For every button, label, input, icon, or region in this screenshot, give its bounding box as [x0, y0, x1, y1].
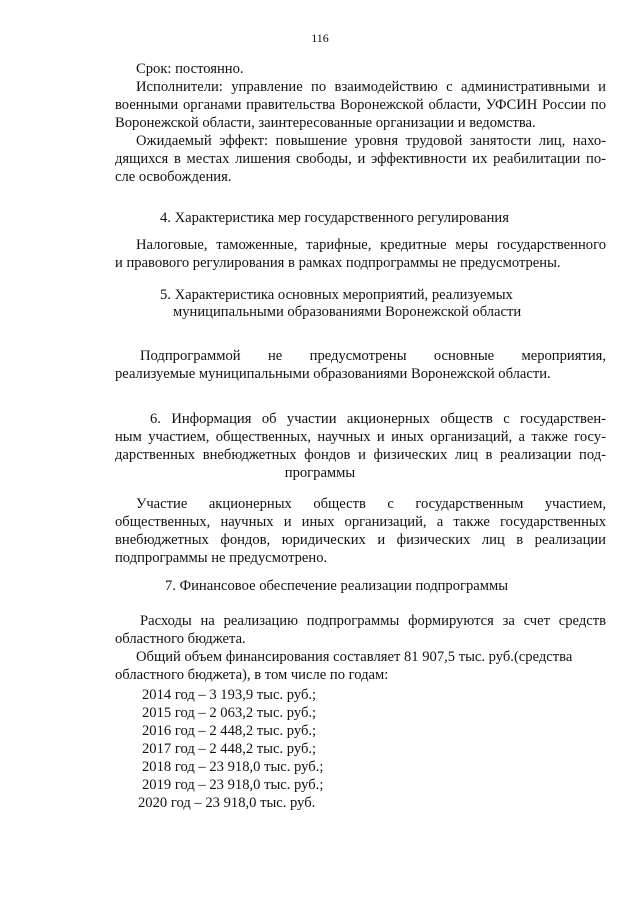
- section-5-body-line-2: реализуемые муниципальными образованиями Воронежской области.: [115, 366, 551, 382]
- page-number: 116: [311, 31, 329, 45]
- section-6-heading-line-4: программы: [284, 465, 356, 481]
- section-4-heading: 4. Характеристика мер государственного регулирования: [160, 210, 509, 226]
- section-5-heading-line-1: 5. Характеристика основных мероприятий, реализуемых: [160, 287, 513, 303]
- section-7-para2-line-2: областного бюджета), в том числе по годам:: [115, 667, 389, 683]
- funding-year-2019: 2019 год – 23 918,0 тыс. руб.;: [142, 777, 324, 793]
- performers-line-2: военными органами правительства Воронежской области, УФСИН России по: [115, 97, 606, 113]
- section-7-para2-line-1: Общий объем финансирования составляет 81 907,5 тыс. руб.(средства: [136, 649, 573, 665]
- effect-line-3: сле освобождения.: [115, 169, 232, 185]
- section-4-body-line-2: и правового регулирования в рамках подпрограммы не предусмотрены.: [115, 255, 561, 271]
- section-6-body-line-2: общественных, научных и иных организаций, а также государственных: [115, 514, 606, 530]
- section-4-body-line-1: Налоговые, таможенные, тарифные, кредитные меры государственного: [136, 237, 606, 253]
- funding-year-2018: 2018 год – 23 918,0 тыс. руб.;: [142, 759, 324, 775]
- funding-year-2015: 2015 год – 2 063,2 тыс. руб.;: [142, 705, 317, 721]
- performers-line-3: Воронежской области, заинтересованные организации и ведомства.: [115, 115, 536, 131]
- section-7-para1-line-2: областного бюджета.: [115, 631, 246, 647]
- section-6-heading-line-2: ным участием, общественных, научных и иных организаций, а также госу-: [115, 429, 606, 445]
- section-5-body-line-1: Подпрограммой не предусмотрены основные мероприятия,: [140, 348, 606, 364]
- effect-line-2: дящихся в местах лишения свободы, и эффективности их реабилитации по-: [115, 151, 606, 167]
- funding-year-2020: 2020 год – 23 918,0 тыс. руб.: [138, 795, 316, 811]
- performers-line-1: Исполнители: управление по взаимодействию с административными и: [136, 79, 606, 95]
- section-7-para1-line-1: Расходы на реализацию подпрограммы формируются за счет средств: [140, 613, 606, 629]
- section-6-body-line-4: подпрограммы не предусмотрено.: [115, 550, 328, 566]
- section-6-body-line-1: Участие акционерных обществ с государственным участием,: [136, 496, 606, 512]
- section-6-heading-line-1: 6. Информация об участии акционерных обществ с государствен-: [150, 411, 606, 427]
- section-7-heading: 7. Финансовое обеспечение реализации подпрограммы: [165, 578, 509, 594]
- section-6-body-line-3: внебюджетных фондов, юридических и физических лиц в реализации: [115, 532, 606, 548]
- section-5-heading-line-2: муниципальными образованиями Воронежской области: [173, 304, 522, 320]
- section-6-heading-line-3: дарственных внебюджетных фондов и физических лиц в реализации под-: [115, 447, 606, 463]
- funding-year-2014: 2014 год – 3 193,9 тыс. руб.;: [142, 687, 317, 703]
- funding-year-2016: 2016 год – 2 448,2 тыс. руб.;: [142, 723, 317, 739]
- funding-year-2017: 2017 год – 2 448,2 тыс. руб.;: [142, 741, 317, 757]
- effect-line-1: Ожидаемый эффект: повышение уровня трудовой занятости лиц, нахо-: [136, 133, 606, 149]
- term-line: Срок: постоянно.: [136, 61, 244, 77]
